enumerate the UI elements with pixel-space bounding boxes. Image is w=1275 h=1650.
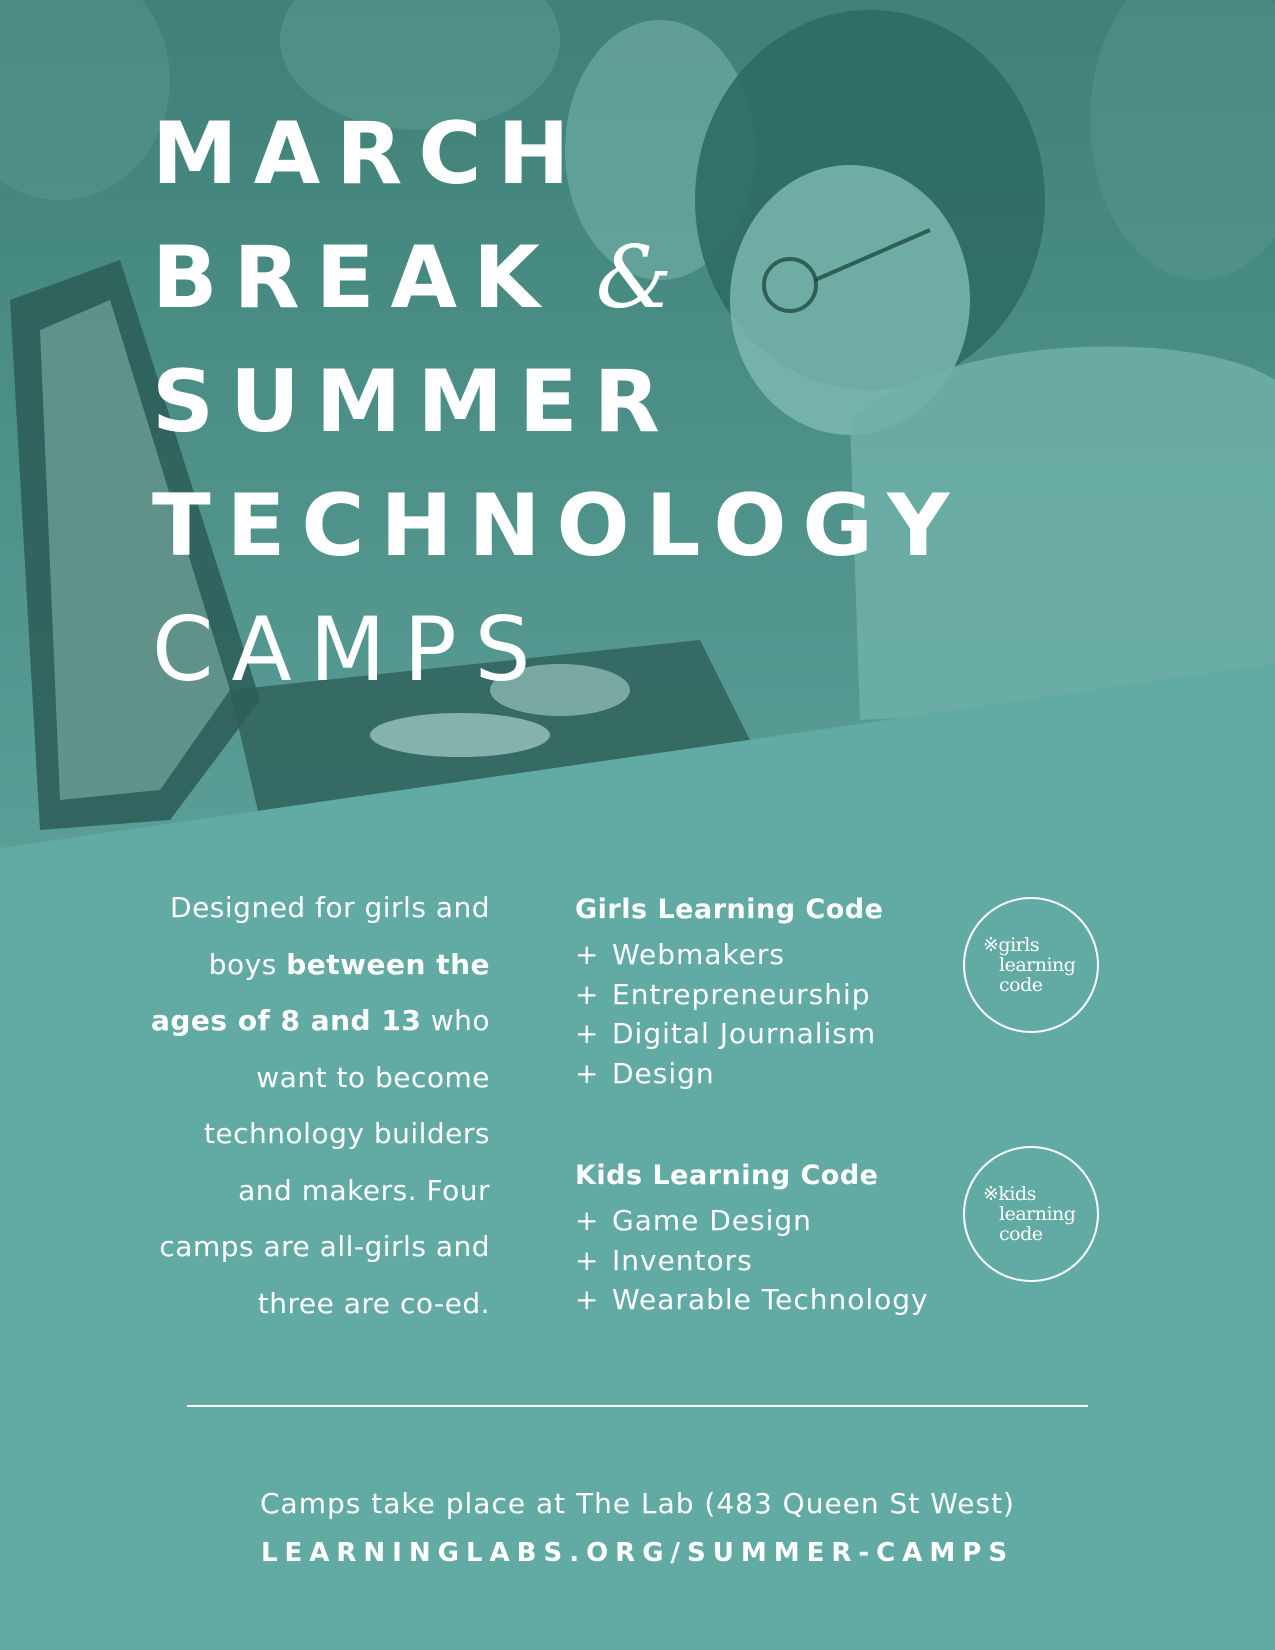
list-item bbox=[575, 1241, 975, 1281]
title-line-camps: CAMPS bbox=[152, 598, 549, 701]
intro-text-start: Designed for girls and boys bbox=[170, 891, 490, 981]
asterisk-icon: ※ bbox=[983, 934, 999, 956]
title-line-technology: TECHNOLOGY bbox=[152, 476, 966, 576]
list-item bbox=[575, 935, 975, 975]
girls-heading: Girls Learning Code bbox=[575, 894, 884, 925]
girls-learning-code-section bbox=[575, 893, 975, 1093]
logo-line-1: ※girls bbox=[983, 934, 1040, 956]
kids-camp-list bbox=[575, 1201, 975, 1320]
list-item bbox=[575, 1014, 975, 1054]
title-break-word: BREAK bbox=[152, 228, 556, 328]
camp-name: Digital Journalism bbox=[612, 1017, 877, 1050]
camp-name: Entrepreneurship bbox=[612, 977, 871, 1011]
logo-line-1: ※kids bbox=[983, 1183, 1036, 1205]
camp-name: Wearable Technology bbox=[612, 1283, 929, 1316]
location-text: Camps take place at The Lab (483 Queen St West) bbox=[260, 1487, 1015, 1520]
camp-name: Inventors bbox=[612, 1243, 753, 1277]
plus-icon: + bbox=[575, 938, 600, 971]
logo-line-2: learning bbox=[999, 954, 1076, 976]
plus-icon: + bbox=[575, 1204, 600, 1237]
plus-icon: + bbox=[575, 977, 600, 1011]
poster-title bbox=[152, 92, 965, 712]
kids-learning-code-logo bbox=[963, 1146, 1099, 1282]
intro-paragraph bbox=[150, 880, 490, 1332]
list-item bbox=[575, 1201, 975, 1241]
girls-learning-code-logo bbox=[963, 897, 1099, 1033]
intro-text-age-range: between the ages of 8 and 13 bbox=[150, 947, 490, 1037]
logo-line-3: code bbox=[999, 1223, 1043, 1245]
website-url: LEARNINGLABS.ORG/SUMMER-CAMPS bbox=[260, 1538, 1015, 1568]
list-item bbox=[575, 1280, 975, 1320]
title-line-break bbox=[152, 216, 965, 340]
kids-learning-code-section bbox=[575, 1159, 975, 1320]
plus-icon: + bbox=[575, 1017, 600, 1050]
title-line-summer: SUMMER bbox=[152, 352, 676, 452]
kids-heading: Kids Learning Code bbox=[575, 1160, 879, 1191]
logo-line-3: code bbox=[999, 974, 1043, 996]
camp-name: Design bbox=[612, 1056, 715, 1090]
title-ampersand: & bbox=[595, 228, 673, 328]
plus-icon: + bbox=[575, 1056, 600, 1090]
plus-icon: + bbox=[575, 1283, 600, 1316]
camp-name: Game Design bbox=[612, 1204, 812, 1237]
asterisk-icon: ※ bbox=[983, 1183, 999, 1205]
list-item bbox=[575, 1054, 975, 1094]
logo-line-2: learning bbox=[999, 1203, 1076, 1225]
girls-camp-list bbox=[575, 935, 975, 1093]
intro-text-end: who want to become technology builders and makers. Four camps are all-girls and three are co-ed. bbox=[159, 1004, 490, 1320]
plus-icon: + bbox=[575, 1243, 600, 1277]
list-item bbox=[575, 975, 975, 1015]
camp-name: Webmakers bbox=[612, 938, 786, 971]
divider bbox=[187, 1405, 1088, 1407]
title-line-march: MARCH bbox=[152, 104, 586, 204]
